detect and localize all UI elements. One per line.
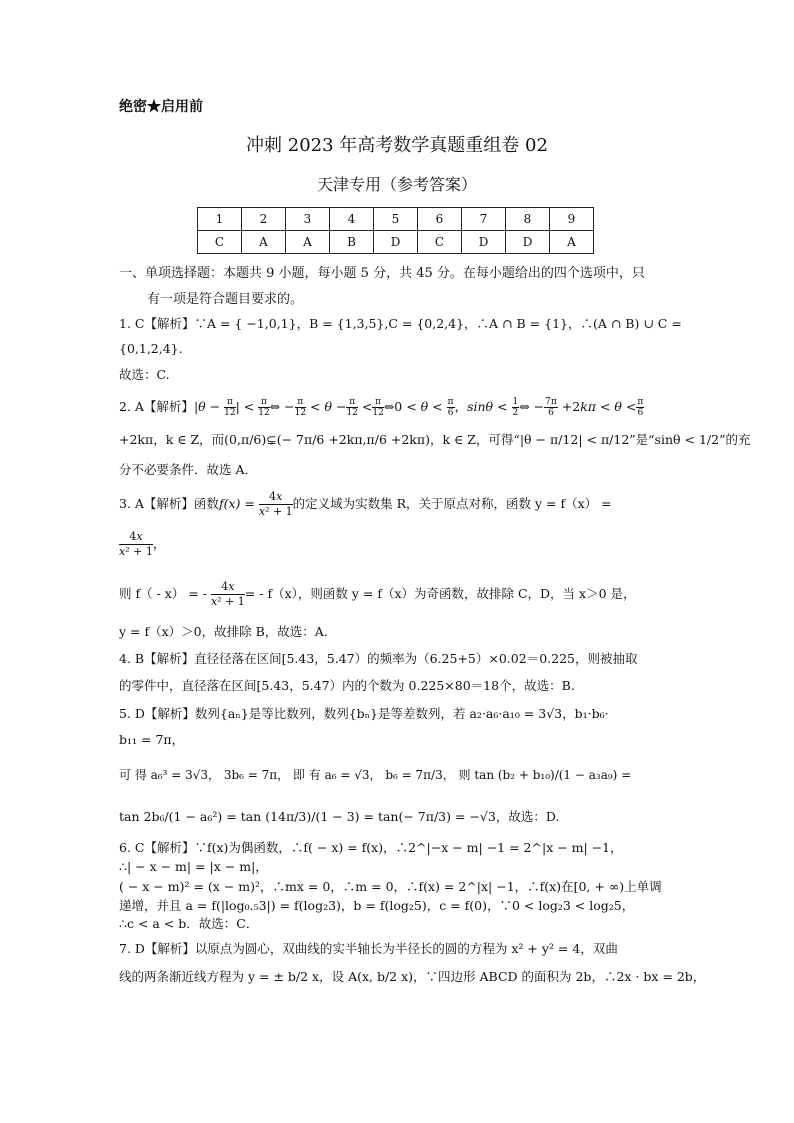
- question-number-cell: 9: [550, 208, 594, 231]
- answer-cell: C: [418, 231, 462, 254]
- question-number-cell: 8: [506, 208, 550, 231]
- question-number-cell: 1: [198, 208, 242, 231]
- q7-line2: 线的两条渐近线方程为 y = ± b/2 x，设 A(x, b/2 x)，∵四边形 ABCD 的面积为 2b，∴2x · bx = 2b，: [119, 969, 706, 984]
- question-number-cell: 2: [242, 208, 286, 231]
- q6-line2: ∴| − x − m| = |x − m|，: [119, 859, 268, 874]
- answer-table: [197, 207, 594, 254]
- q2-line1: 2. A【解析】|θ − $\frac{\pi}{12}$ | < $\frac{\pi}{12}$ ⇔ − $\frac{\pi}{12}$ < θ − $\frac{\pi}{12}$ < $\frac{\pi}{12}$ ⇔0 < θ < $\frac{\pi}{6}$ ，sinθ < $\frac{1}{2}$ ⇔ − $\frac{7\pi}{6}$ +2kπ < θ < $\frac{\pi}{6}$: [119, 397, 644, 418]
- q6-line3: ( − x − m)² = (x − m)²，∴mx = 0，∴m = 0，∴f(x) = 2^|x| −1，∴f(x)在[0, + ∞)上单调: [119, 879, 662, 894]
- q3-line1: 3. A【解析】函数f(x) = $\frac{4x}{\text{x² + 1}}$ 的定义域为实数集 R，关于原点对称，函数 y = f（x） =: [119, 490, 612, 518]
- question-number-cell: 7: [462, 208, 506, 231]
- q2-prefix: 2. A【解析】: [119, 399, 194, 414]
- secret-label: 绝密★启用前: [119, 99, 203, 115]
- q1-line1: 1. C【解析】∵A = { −1,0,1}，B = {1,3,5},C = {0,2,4}，∴A ∩ B = {1}，∴(A ∩ B) ∪ C =: [119, 316, 682, 331]
- q3-line3: 则 f（ - x） = - $\frac{4x}{\text{x² + 1}}$ = - f（x），则函数 y = f（x）为奇函数，故排除 C，D，当 x＞0 是，: [119, 580, 636, 608]
- page-subtitle: 天津专用（参考答案）: [316, 175, 477, 194]
- answer-cell: D: [506, 231, 550, 254]
- q2-line3: 分不必要条件．故选 A．: [119, 462, 258, 477]
- answer-cell: D: [462, 231, 506, 254]
- question-number-cell: 4: [330, 208, 374, 231]
- answer-cell: B: [330, 231, 374, 254]
- q5-line2: b₁₁ = 7π，: [119, 732, 185, 747]
- answer-cell: D: [374, 231, 418, 254]
- q3-line1-suffix: 的定义域为实数集 R，关于原点对称，函数 y = f（x） =: [292, 496, 612, 511]
- q4-line2: 的零件中，直径落在区间[5.43，5.47）内的个数为 0.225×80＝18个，故选：B.: [119, 678, 575, 693]
- answer-cell: A: [242, 231, 286, 254]
- answer-cell: A: [286, 231, 330, 254]
- q7-line1: 7. D【解析】以原点为圆心，双曲线的实半轴长为半径长的圆的方程为 x² + y² = 4，双曲: [119, 941, 618, 956]
- answer-table-number-row: [198, 208, 594, 231]
- q5-line3: 可 得 a₆³ = 3√3， 3b₆ = 7π， 即 有 a₆ = √3， b₆ = 7π/3， 则 tan (b₂ + b₁₀)/(1 − a₃a₉) =: [119, 768, 632, 782]
- q3-line1-prefix: 3. A【解析】函数: [119, 496, 219, 511]
- section-heading-line2: 有一项是符合题目要求的。: [147, 292, 304, 307]
- question-number-cell: 5: [374, 208, 418, 231]
- answer-table-answer-row: [198, 231, 594, 254]
- q2-line2: +2kπ，k ∈ Z，而(0,π/6)⊊(− 7π/6 +2kπ,π/6 +2kπ)，k ∈ Z，可得“|θ − π/12| < π/12”是“sinθ < 1/2”的充: [119, 432, 751, 447]
- question-number-cell: 3: [286, 208, 330, 231]
- section-heading: [119, 261, 645, 313]
- q3-line4: y = f（x）＞0，故排除 B，故选：A．: [119, 624, 337, 639]
- q1-line3: 故选：C.: [119, 367, 170, 382]
- q5-line4: tan 2b₆/(1 − a₆²) = tan (14π/3)/(1 − 3) = tan(− 7π/3) = −√3，故选：D.: [119, 809, 560, 824]
- q3-line3-suffix: = - f（x），则函数 y = f（x）为奇函数，故排除 C，D，当 x＞0 是，: [244, 586, 636, 601]
- page-title: 冲刺 2023 年高考数学真题重组卷 02: [246, 135, 548, 156]
- q3-line3-prefix: 则 f（ - x） = -: [119, 586, 207, 601]
- section-heading-line1: 一、单项选择题：本题共 9 小题，每小题 5 分，共 45 分。在每小题给出的四个选项中，只: [119, 266, 645, 281]
- q4-line1: 4. B【解析】直径径落在区间[5.43，5.47）的频率为（6.25+5）×0.02＝0.225，则被抽取: [119, 651, 638, 666]
- question-number-cell: 6: [418, 208, 462, 231]
- q6-line4: 递增，并且 a = f(|log₀.₅3|) = f(log₂3)，b = f(log₂5)，c = f(0)，∵0 < log₂3 < log₂5，: [119, 898, 635, 913]
- q6-line5: ∴c < a < b．故选：C．: [119, 916, 259, 931]
- q1-line2: {0,1,2,4}.: [119, 341, 183, 356]
- answer-cell: C: [198, 231, 242, 254]
- q5-line1: 5. D【解析】数列{aₙ}是等比数列，数列{bₙ}是等差数列，若 a₂·a₆·a₁₀ = 3√3，b₁·b₆·: [119, 706, 609, 721]
- answer-cell: A: [550, 231, 594, 254]
- q6-line1: 6. C【解析】∵f(x)为偶函数，∴f( − x) = f(x)，∴2^|−x − m| −1 = 2^|x − m| −1，: [119, 840, 623, 855]
- q3-line2: $\frac{4x}{\text{x² + 1}}$ ，: [119, 530, 166, 558]
